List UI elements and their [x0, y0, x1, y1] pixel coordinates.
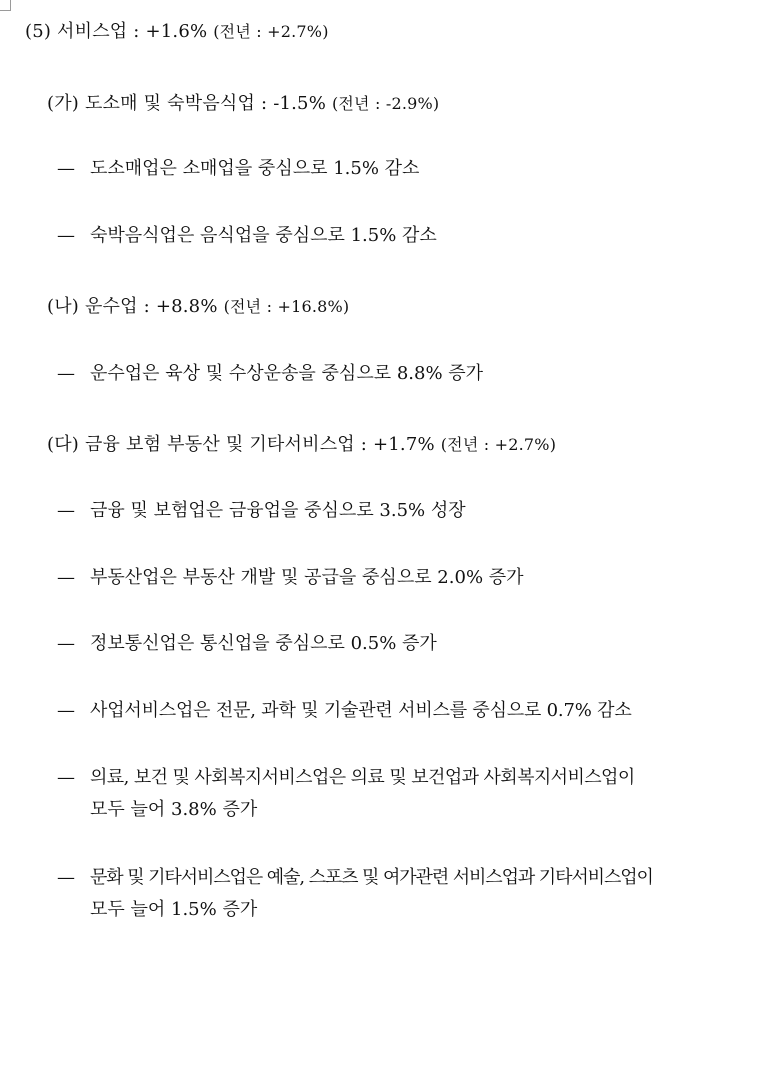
dash-marker: —	[57, 633, 75, 654]
bullet-text: 숙박음식업은 음식업을 중심으로 1.5% 감소	[90, 225, 437, 246]
bullet-text: 운수업은 육상 및 수상운송을 중심으로 8.8% 증가	[90, 363, 484, 384]
subsection-heading-da	[47, 433, 556, 457]
dash-marker: —	[57, 700, 75, 721]
dash-marker: —	[57, 225, 75, 246]
dash-marker: —	[57, 567, 75, 588]
section-heading	[25, 20, 329, 44]
subsection-heading-prev: (전년 : -2.9%)	[331, 94, 440, 113]
dash-marker: —	[57, 867, 75, 888]
page-corner-mark	[0, 0, 11, 11]
section-heading-prev: (전년 : +2.7%)	[213, 22, 329, 41]
subsection-heading-ga	[47, 92, 439, 116]
bullet-text: 도소매업은 소매업을 중심으로 1.5% 감소	[90, 158, 420, 179]
dash-marker: —	[57, 767, 75, 788]
dash-marker: —	[57, 500, 75, 521]
bullet-text: 의료, 보건 및 사회복지서비스업은 의료 및 보건업과 사회복지서비스업이	[90, 767, 635, 788]
subsection-heading-prev: (전년 : +16.8%)	[223, 297, 350, 316]
bullet-text: 사업서비스업은 전문, 과학 및 기술관련 서비스를 중심으로 0.7% 감소	[90, 700, 632, 721]
subsection-heading-main: (가) 도소매 및 숙박음식업 : -1.5%	[47, 93, 327, 114]
subsection-heading-na	[47, 295, 349, 319]
dash-marker: —	[57, 363, 75, 384]
subsection-heading-prev: (전년 : +2.7%)	[440, 435, 557, 454]
section-heading-main: (5) 서비스업 : +1.6%	[25, 21, 208, 42]
dash-marker: —	[57, 158, 75, 179]
subsection-heading-main: (나) 운수업 : +8.8%	[47, 296, 218, 317]
bullet-continuation: 모두 늘어 1.5% 증가	[90, 899, 258, 920]
bullet-text: 부동산업은 부동산 개발 및 공급을 중심으로 2.0% 증가	[90, 567, 524, 588]
bullet-text: 문화 및 기타서비스업은 예술, 스포츠 및 여가관련 서비스업과 기타서비스업이	[90, 867, 653, 888]
bullet-text: 금융 및 보험업은 금융업을 중심으로 3.5% 성장	[90, 500, 466, 521]
subsection-heading-main: (다) 금융 보험 부동산 및 기타서비스업 : +1.7%	[47, 434, 435, 455]
bullet-text: 정보통신업은 통신업을 중심으로 0.5% 증가	[90, 633, 437, 654]
bullet-continuation: 모두 늘어 3.8% 증가	[90, 799, 258, 820]
